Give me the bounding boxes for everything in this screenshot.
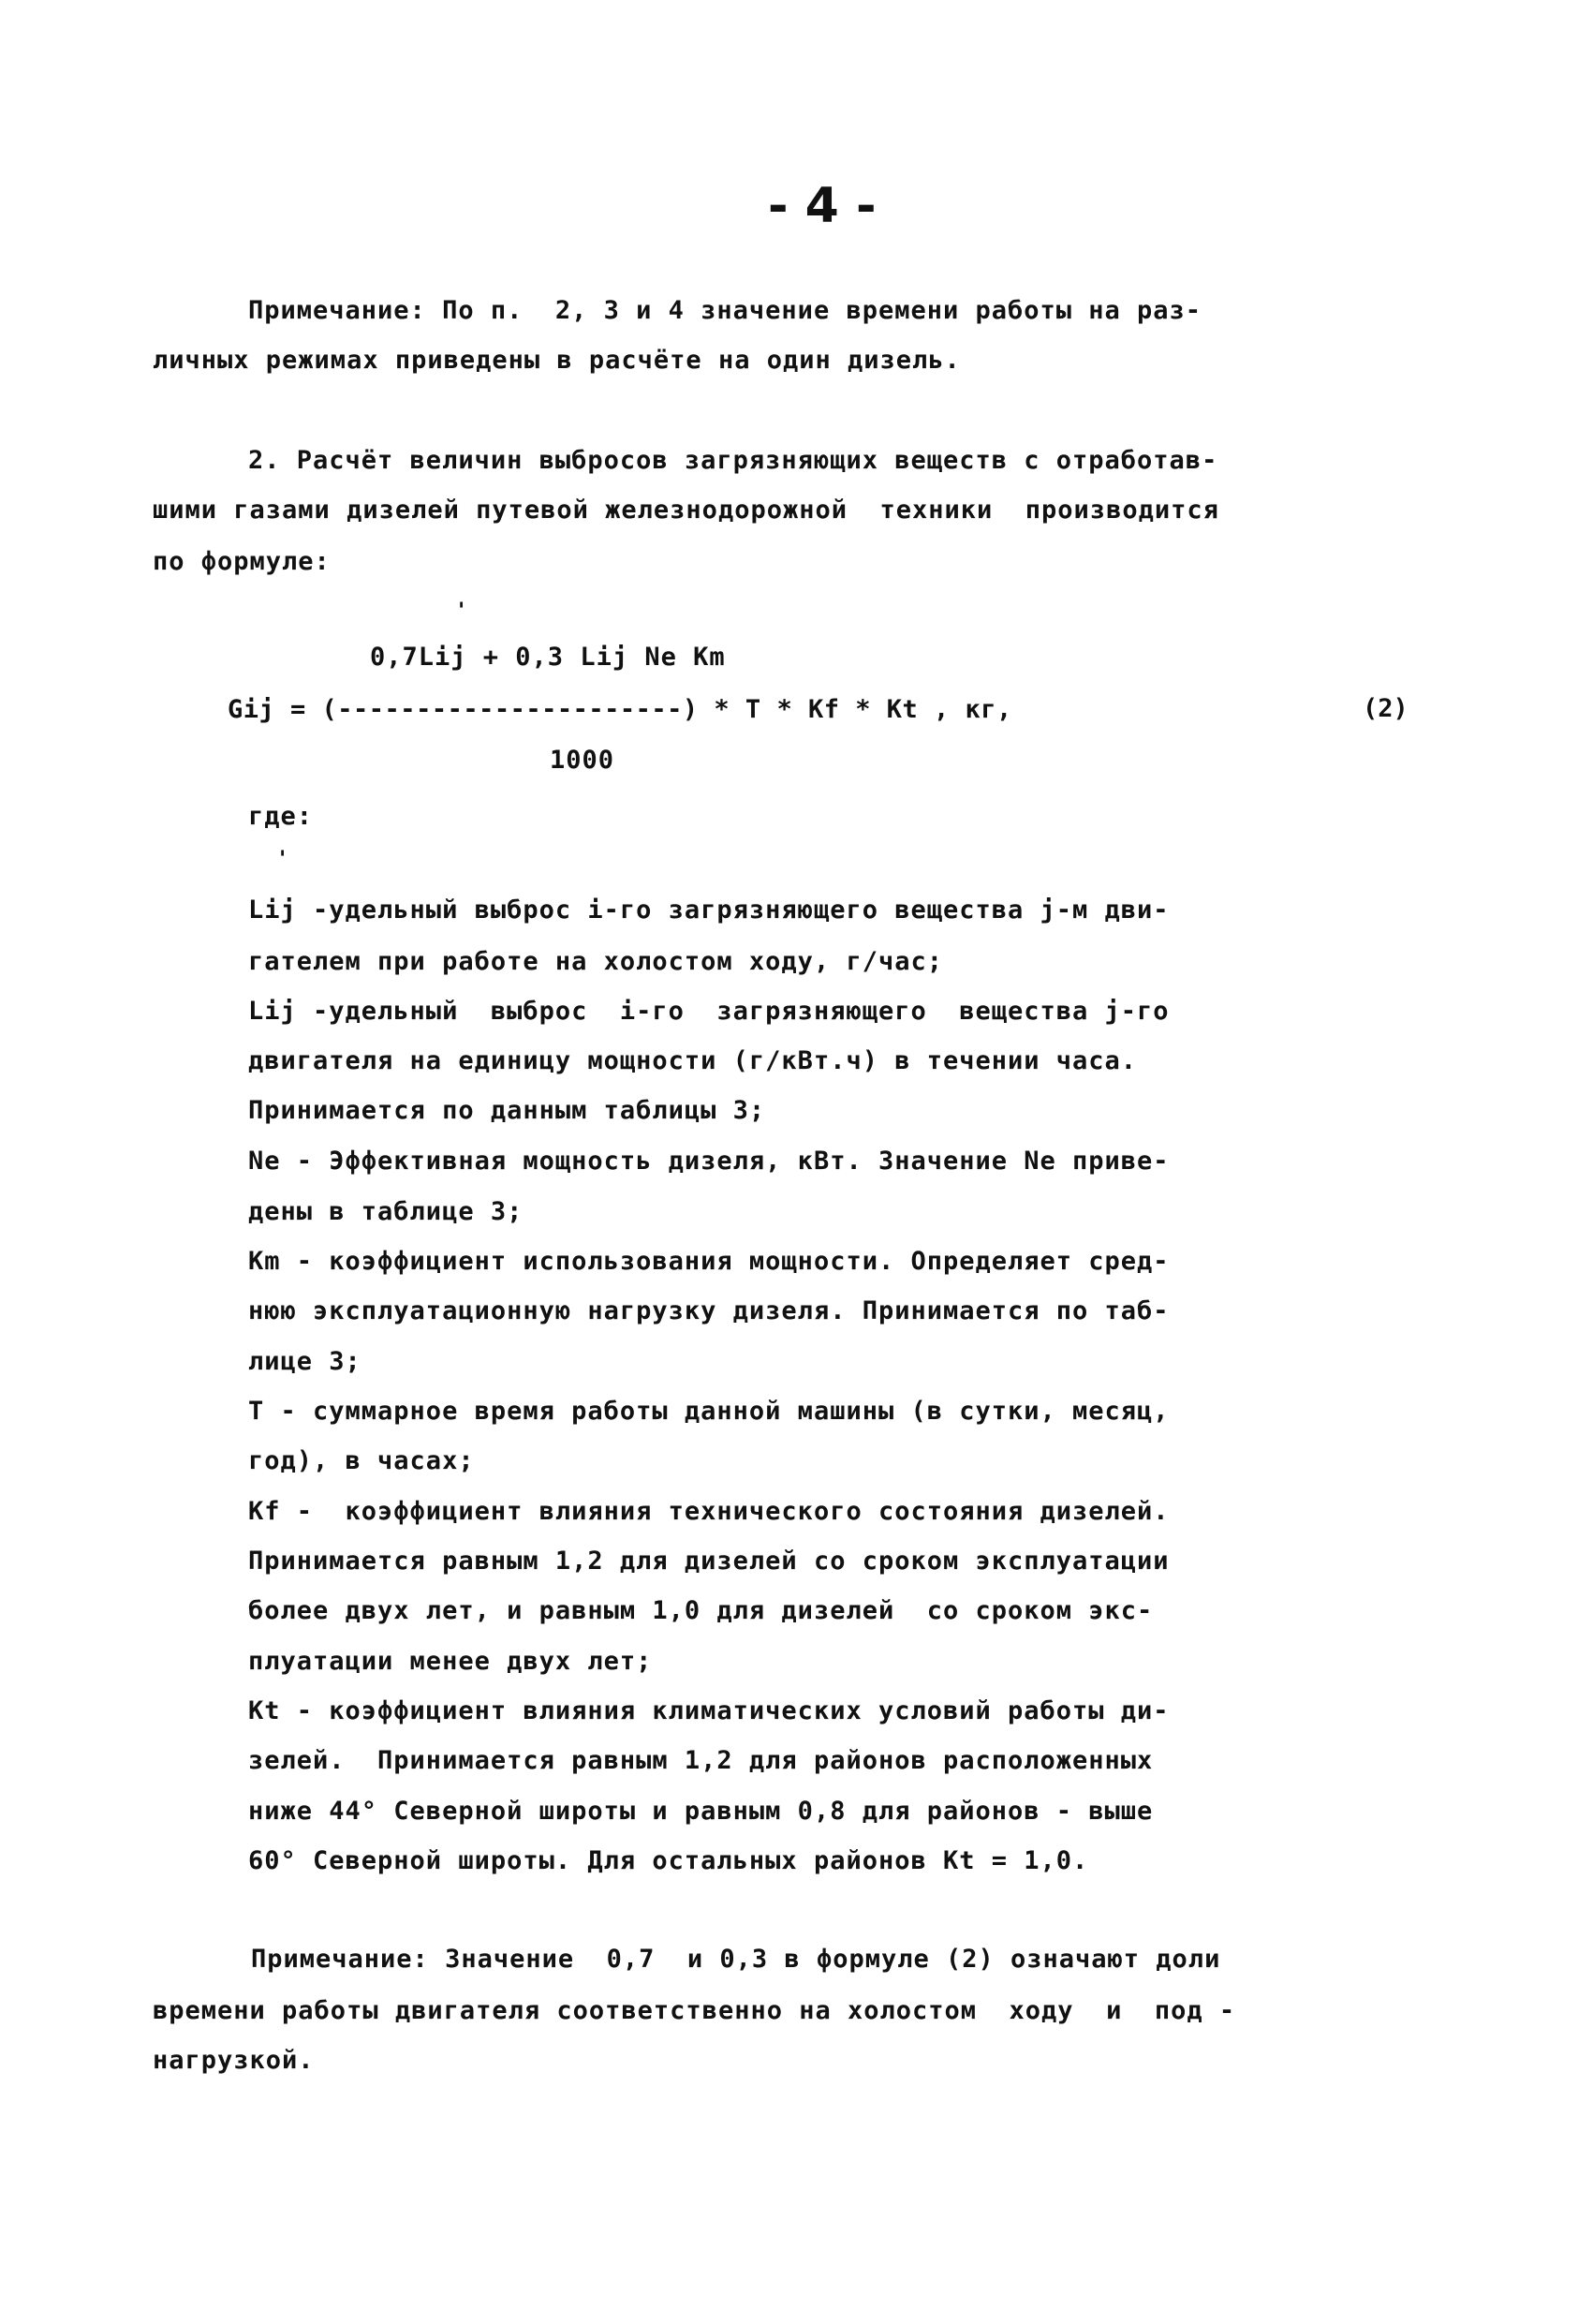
formula-denominator: 1000: [550, 746, 615, 775]
formula-main: Gij = (----------------------) * T * Kf * Kt , кг,: [228, 695, 1012, 724]
definition-line: Km - коэффициент использования мощности. Определяет сред-: [248, 1247, 1170, 1276]
note2-line1: Примечание: Значение 0,7 и 0,3 в формуле (2) означают доли: [251, 1945, 1221, 1974]
note1-line2: личных режимах приведены в расчёте на один дизель.: [153, 346, 961, 375]
formula-prime-mark: ': [455, 600, 468, 623]
definition-line: Kf - коэффициент влияния технического состояния дизелей.: [248, 1497, 1170, 1526]
definition-line: лице 3;: [248, 1347, 361, 1376]
definition-line: двигателя на единицу мощности (г/кВт.ч) в течении часа.: [248, 1046, 1138, 1075]
definition-line: Lij -удельный выброс i-го загрязняющего вещества j-го: [248, 997, 1170, 1026]
definition-line: T - суммарное время работы данной машины (в сутки, месяц,: [248, 1397, 1170, 1426]
definition-line: год), в часах;: [248, 1446, 475, 1475]
formula-numerator: 0,7Lij + 0,3 Lij Ne Km: [370, 643, 726, 672]
definition-line: 60° Северной широты. Для остальных районов Kt = 1,0.: [248, 1846, 1089, 1875]
definition-prime-mark: ': [276, 848, 289, 871]
definition-line: дены в таблице 3;: [248, 1197, 524, 1226]
definition-line: Kt - коэффициент влияния климатических условий работы ди-: [248, 1696, 1170, 1725]
section2-line3: по формуле:: [153, 547, 331, 576]
note1-line1: Примечание: По п. 2, 3 и 4 значение времени работы на раз-: [248, 296, 1202, 325]
definition-line: Lij -удельный выброс i-го загрязняющего вещества j-м дви-: [248, 896, 1170, 925]
formula-number: (2): [1363, 694, 1409, 723]
where-label: где:: [248, 802, 314, 831]
page-number: - 4 -: [768, 178, 877, 234]
note2-line2: времени работы двигателя соответственно на холостом ходу и под -: [153, 1996, 1236, 2025]
note2-line3: нагрузкой.: [153, 2046, 315, 2075]
definition-line: зелей. Принимается равным 1,2 для районов расположенных: [248, 1746, 1154, 1775]
definition-line: ниже 44° Северной широты и равным 0,8 для районов - выше: [248, 1797, 1154, 1826]
section2-line2: шими газами дизелей путевой железнодорожной техники производится: [153, 496, 1219, 525]
definition-line: более двух лет, и равным 1,0 для дизелей со сроком экс-: [248, 1596, 1154, 1625]
definition-line: плуатации менее двух лет;: [248, 1647, 653, 1676]
section2-line1: 2. Расчёт величин выбросов загрязняющих веществ с отработав-: [248, 446, 1218, 475]
definition-line: гателем при работе на холостом ходу, г/час;: [248, 947, 943, 976]
definition-line: Ne - Эффективная мощность дизеля, кВт. Значение Ne приве-: [248, 1147, 1170, 1176]
definition-line: Принимается равным 1,2 для дизелей со сроком эксплуатации: [248, 1547, 1170, 1576]
definition-line: нюю эксплуатационную нагрузку дизеля. Принимается по таб-: [248, 1296, 1170, 1325]
definition-line: Принимается по данным таблицы 3;: [248, 1096, 766, 1125]
